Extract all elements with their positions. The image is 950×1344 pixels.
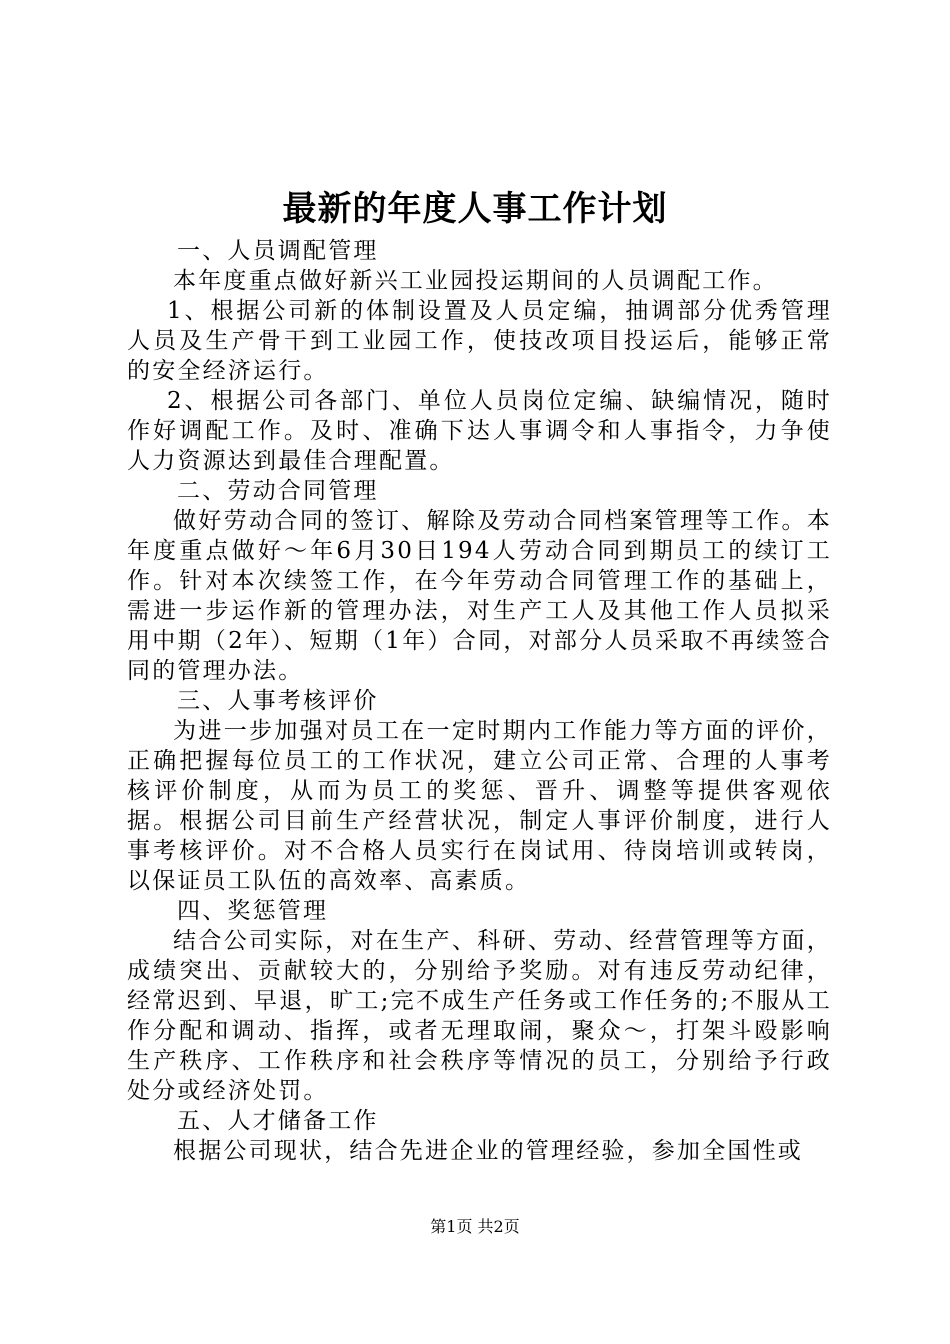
section-heading-2: 二、劳动合同管理 (177, 478, 379, 504)
paragraph: 做好劳动合同的签订、解除及劳动合同档案管理等工作。本年度重点做好～年6月30日194人劳动合同到期员工的续订工作。针对本次续签工作，在今年劳动合同管理工作的基础上，需进一步运作新的管理办法，对生产工人及其他工作人员拟采用中期（2年）、短期（1年）合同，对部分人员采取不再续签合同的管理办法。 (127, 508, 832, 684)
page-footer: 第1页 共2页 (430, 1217, 520, 1236)
section-heading-3: 三、人事考核评价 (177, 688, 379, 714)
document-title: 最新的年度人事工作计划 (282, 189, 668, 229)
section-heading-1: 一、人员调配管理 (177, 238, 379, 264)
paragraph: 根据公司现状，结合先进企业的管理经验，参加全国性或 (173, 1138, 803, 1164)
paragraph: 本年度重点做好新兴工业园投运期间的人员调配工作。 (173, 268, 778, 294)
paragraph: 2、根据公司各部门、单位人员岗位定编、缺编情况，随时作好调配工作。及时、准确下达人事调令和人事指令，力争使人力资源达到最佳合理配置。 (127, 388, 832, 474)
section-heading-4: 四、奖惩管理 (177, 898, 329, 924)
document-body (127, 236, 832, 1166)
paragraph: 为进一步加强对员工在一定时期内工作能力等方面的评价，正确把握每位员工的工作状况，建立公司正常、合理的人事考核评价制度，从而为员工的奖惩、晋升、调整等提供客观依据。根据公司目前生产经营状况，制定人事评价制度，进行人事考核评价。对不合格人员实行在岗试用、待岗培训或转岗，以保证员工队伍的高效率、高素质。 (127, 718, 832, 894)
paragraph: 结合公司实际，对在生产、科研、劳动、经营管理等方面，成绩突出、贡献较大的，分别给予奖励。对有违反劳动纪律，经常迟到、早退，旷工;完不成生产任务或工作任务的;不服从工作分配和调动、指挥，或者无理取闹，聚众～，打架斗殴影响生产秩序、工作秩序和社会秩序等情况的员工，分别给予行政处分或经济处罚。 (127, 928, 832, 1104)
paragraph: 1、根据公司新的体制设置及人员定编，抽调部分优秀管理人员及生产骨干到工业园工作，使技改项目投运后，能够正常的安全经济运行。 (127, 298, 832, 384)
section-heading-5: 五、人才储备工作 (177, 1108, 379, 1134)
